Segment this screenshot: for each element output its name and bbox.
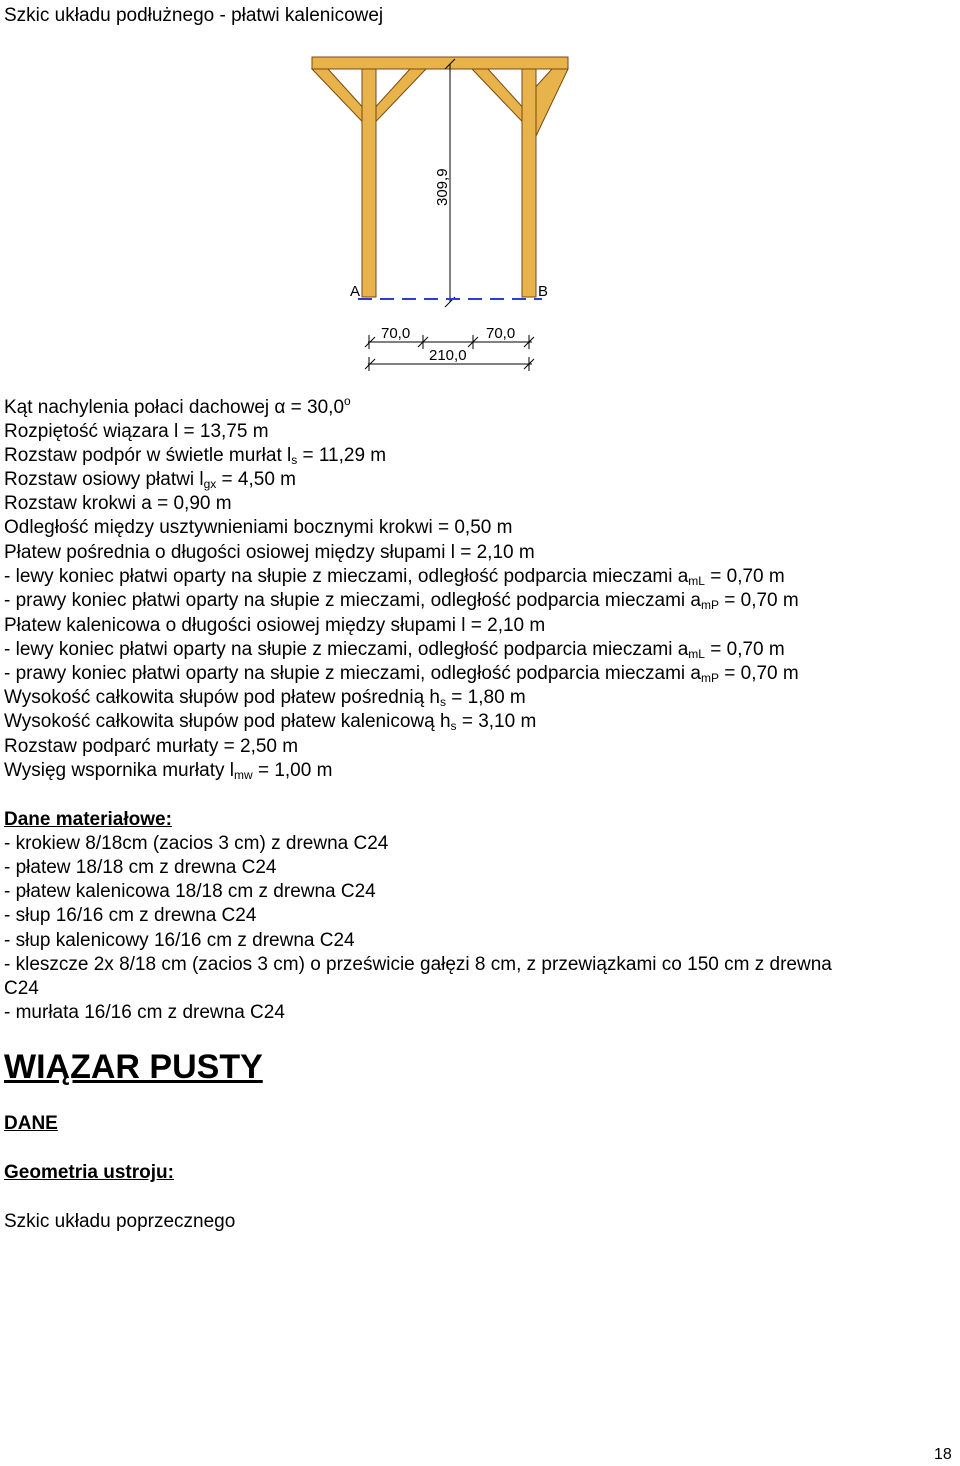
param-span: Rozpiętość wiązara l = 13,75 m <box>4 421 269 442</box>
total-dimension: 210,0 <box>429 347 467 364</box>
dane-heading: DANE <box>4 1113 58 1134</box>
left-brace-dimension: 70,0 <box>381 325 411 342</box>
material-item: C24 <box>4 978 39 999</box>
geometry-heading: Geometria ustroju: <box>4 1162 174 1183</box>
right-post-front <box>522 69 536 297</box>
param-brace-distance: Odległość między usztywnieniami bocznymi krokwi = 0,50 m <box>4 517 513 538</box>
height-dimension-label: 309,9 <box>434 168 451 206</box>
param-murlat: Rozstaw podpór w świetle murłat $l_s = 11,29$ m <box>4 445 387 467</box>
page-number: 18 <box>934 1446 952 1463</box>
material-item: - krokiew 8/18cm (zacios 3 cm) z drewna C24 <box>4 833 389 854</box>
right-brace-dimension: 70,0 <box>486 325 516 342</box>
param-rafter-spacing: Rozstaw krokwi a = 0,90 m <box>4 493 232 514</box>
param-ridge-purlin: Płatew kalenicowa o długości osiowej między słupami l = 2,10 m <box>4 615 546 636</box>
longitudinal-layout-diagram <box>290 50 580 380</box>
section-title: WIĄZAR PUSTY <box>4 1048 263 1086</box>
param-ridge-right: - prawy koniec płatwi oparty na słupie z mieczami, odległość podparcia mieczami $a_{mP} = 0,70$ m <box>4 663 799 685</box>
purlin-front <box>312 57 568 69</box>
param-alpha: Kąt nachylenia połaci dachowej $\alpha = 30,0^o$ <box>4 394 351 418</box>
param-purlin-spacing: Rozstaw osiowy płatwi $l_{gx} = 4,50$ m <box>4 469 297 491</box>
material-item: - płatew kalenicowa 18/18 cm z drewna C24 <box>4 881 376 902</box>
left-post-front <box>362 69 376 297</box>
cross-section-label: Szkic układu poprzecznego <box>4 1211 236 1232</box>
param-ridge-left: - lewy koniec płatwi oparty na słupie z mieczami, odległość podparcia mieczami $a_{mL} = 0,70$ m <box>4 639 785 661</box>
param-mid-left: - lewy koniec płatwi oparty na słupie z mieczami, odległość podparcia mieczami $a_{mL} = 0,70$ m <box>4 566 785 588</box>
param-mid-purlin: Płatew pośrednia o długości osiowej między słupami l = 2,10 m <box>4 542 535 563</box>
param-post-height-ridge: Wysokość całkowita słupów pod płatew kalenicową $h_s = 3,10$ m <box>4 711 537 733</box>
support-a-label: A <box>350 283 361 300</box>
material-item: - słup kalenicowy 16/16 cm z drewna C24 <box>4 930 355 951</box>
param-cantilever: Wysięg wspornika murłaty $l_{mw} = 1,00$ m <box>4 760 333 782</box>
support-b-label: B <box>538 283 549 300</box>
sketch-title: Szkic układu podłużnego - płatwi kalenicowej <box>4 5 384 26</box>
materials-heading: Dane materiałowe: <box>4 809 172 830</box>
alpha-symbol: α <box>274 397 286 418</box>
param-mid-right: - prawy koniec płatwi oparty na słupie z mieczami, odległość podparcia mieczami $a_{mP} = 0,70$ m <box>4 590 799 612</box>
material-item: - murłata 16/16 cm z drewna C24 <box>4 1002 285 1023</box>
material-item: - kleszcze 2x 8/18 cm (zacios 3 cm) o prześwicie gałęzi 8 cm, z przewiązkami co 150 cm z drewna <box>4 954 832 975</box>
material-item: - słup 16/16 cm z drewna C24 <box>4 905 257 926</box>
param-post-height-mid: Wysokość całkowita słupów pod płatew pośrednią $h_s = 1,80$ m <box>4 687 526 709</box>
material-item: - płatew 18/18 cm z drewna C24 <box>4 857 277 878</box>
param-wallplate-supports: Rozstaw podparć murłaty = 2,50 m <box>4 736 299 757</box>
